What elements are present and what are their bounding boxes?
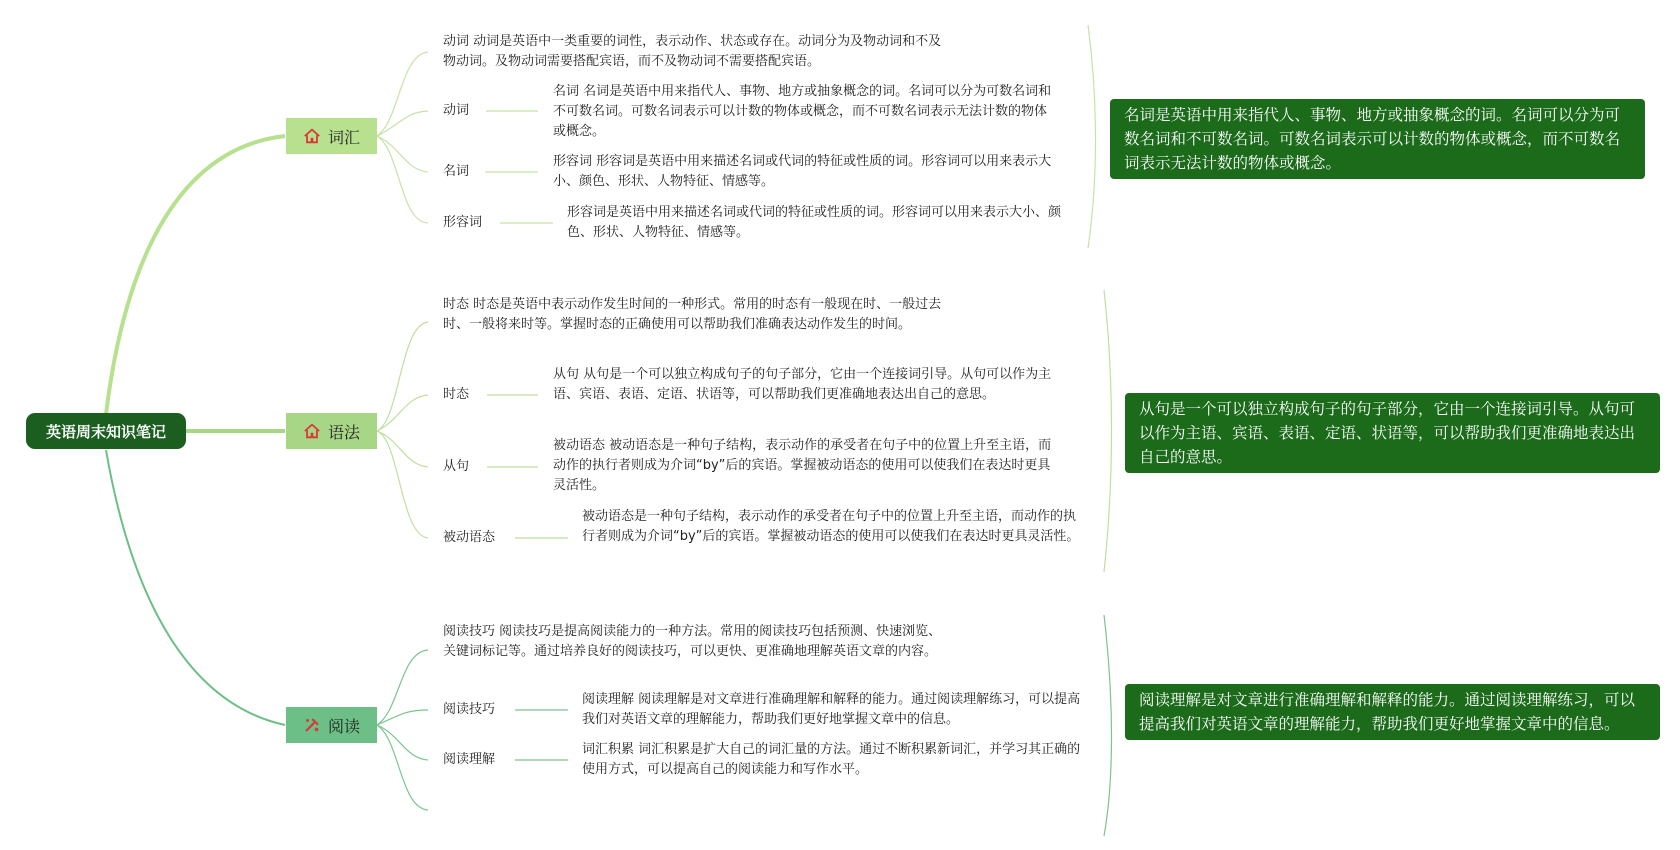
child-label[interactable]: 被动语态 bbox=[443, 530, 496, 545]
summary-box-grammar: 从句是一个可以独立构成句子的句子部分，它由一个连接词引导。从句可以作为主语、宾语、表语、定语、状语等，可以帮助我们更准确地表达出自己的意思。 bbox=[1125, 393, 1660, 473]
home-icon bbox=[303, 127, 321, 145]
home-icon bbox=[303, 422, 321, 440]
summary-box-vocabulary: 名词是英语中用来指代人、事物、地方或抽象概念的词。名词可以分为可数名词和不可数名词。可数名词表示可以计数的物体或概念，而不可数名词表示无法计数的物体或概念。 bbox=[1110, 99, 1645, 179]
root-node[interactable] bbox=[26, 413, 186, 449]
summary-box-reading: 阅读理解是对文章进行准确理解和解释的能力。通过阅读理解练习，可以提高我们对英语文章的理解能力，帮助我们更好地掌握文章中的信息。 bbox=[1125, 684, 1660, 740]
branch-vocabulary-label: 词汇 bbox=[327, 127, 360, 147]
note-text: 阅读理解 阅读理解是对文章进行准确理解和解释的能力。通过阅读理解练习，可以提高我们对英语文章的理解能力，帮助我们更好地掌握文章中的信息。 bbox=[582, 692, 1081, 727]
child-label[interactable]: 动词 bbox=[443, 103, 470, 118]
note-text: 被动语态 被动语态是一种句子结构，表示动作的承受者在句子中的位置上升至主语，而动作的执行者则成为介词“by”后的宾语。掌握被动语态的使用可以使我们在表达时更具灵活性。 bbox=[553, 438, 1052, 493]
root-label: 英语周末知识笔记 bbox=[45, 422, 166, 441]
child-label[interactable]: 阅读技巧 bbox=[443, 702, 496, 717]
child-label[interactable]: 名词 bbox=[443, 164, 470, 179]
note-text: 形容词是英语中用来描述名词或代词的特征或性质的词。形容词可以用来表示大小、颜色、形状、人物特征、情感等。 bbox=[567, 205, 1062, 240]
note-text: 从句 从句是一个可以独立构成句子的句子部分，它由一个连接词引导。从句可以作为主语、宾语、表语、定语、状语等，可以帮助我们更准确地表达出自己的意思。 bbox=[553, 367, 1052, 402]
tools-icon bbox=[303, 716, 321, 734]
branch-reading[interactable] bbox=[286, 707, 377, 743]
branch-vocabulary[interactable] bbox=[286, 118, 377, 154]
note-text: 动词 动词是英语中一类重要的词性，表示动作、状态或存在。动词分为及物动词和不及物动词。及物动词需要搭配宾语，而不及物动词不需要搭配宾语。 bbox=[443, 34, 942, 69]
note-text: 词汇积累 词汇积累是扩大自己的词汇量的方法。通过不断积累新词汇，并学习其正确的使用方式，可以提高自己的阅读能力和写作水平。 bbox=[582, 742, 1081, 777]
note-text: 被动语态是一种句子结构，表示动作的承受者在句子中的位置上升至主语，而动作的执行者则成为介词“by”后的宾语。掌握被动语态的使用可以使我们在表达时更具灵活性。 bbox=[582, 509, 1080, 544]
branch-grammar[interactable] bbox=[286, 413, 377, 449]
child-label[interactable]: 时态 bbox=[443, 387, 470, 402]
note-text: 形容词 形容词是英语中用来描述名词或代词的特征或性质的词。形容词可以用来表示大小、颜色、形状、人物特征、情感等。 bbox=[553, 154, 1052, 189]
child-label[interactable]: 阅读理解 bbox=[443, 752, 496, 767]
note-text: 阅读技巧 阅读技巧是提高阅读能力的一种方法。常用的阅读技巧包括预测、快速浏览、关键词标记等。通过培养良好的阅读技巧，可以更快、更准确地理解英语文章的内容。 bbox=[443, 624, 942, 659]
note-text: 名词 名词是英语中用来指代人、事物、地方或抽象概念的词。名词可以分为可数名词和不可数名词。可数名词表示可以计数的物体或概念，而不可数名词表示无法计数的物体或概念。 bbox=[553, 84, 1052, 139]
child-label[interactable]: 从句 bbox=[443, 459, 470, 474]
branch-grammar-label: 语法 bbox=[327, 422, 360, 442]
branch-reading-label: 阅读 bbox=[327, 716, 360, 736]
note-text: 时态 时态是英语中表示动作发生时间的一种形式。常用的时态有一般现在时、一般过去时、一般将来时等。掌握时态的正确使用可以帮助我们准确表达动作发生的时间。 bbox=[443, 297, 942, 332]
child-label[interactable]: 形容词 bbox=[443, 215, 483, 230]
